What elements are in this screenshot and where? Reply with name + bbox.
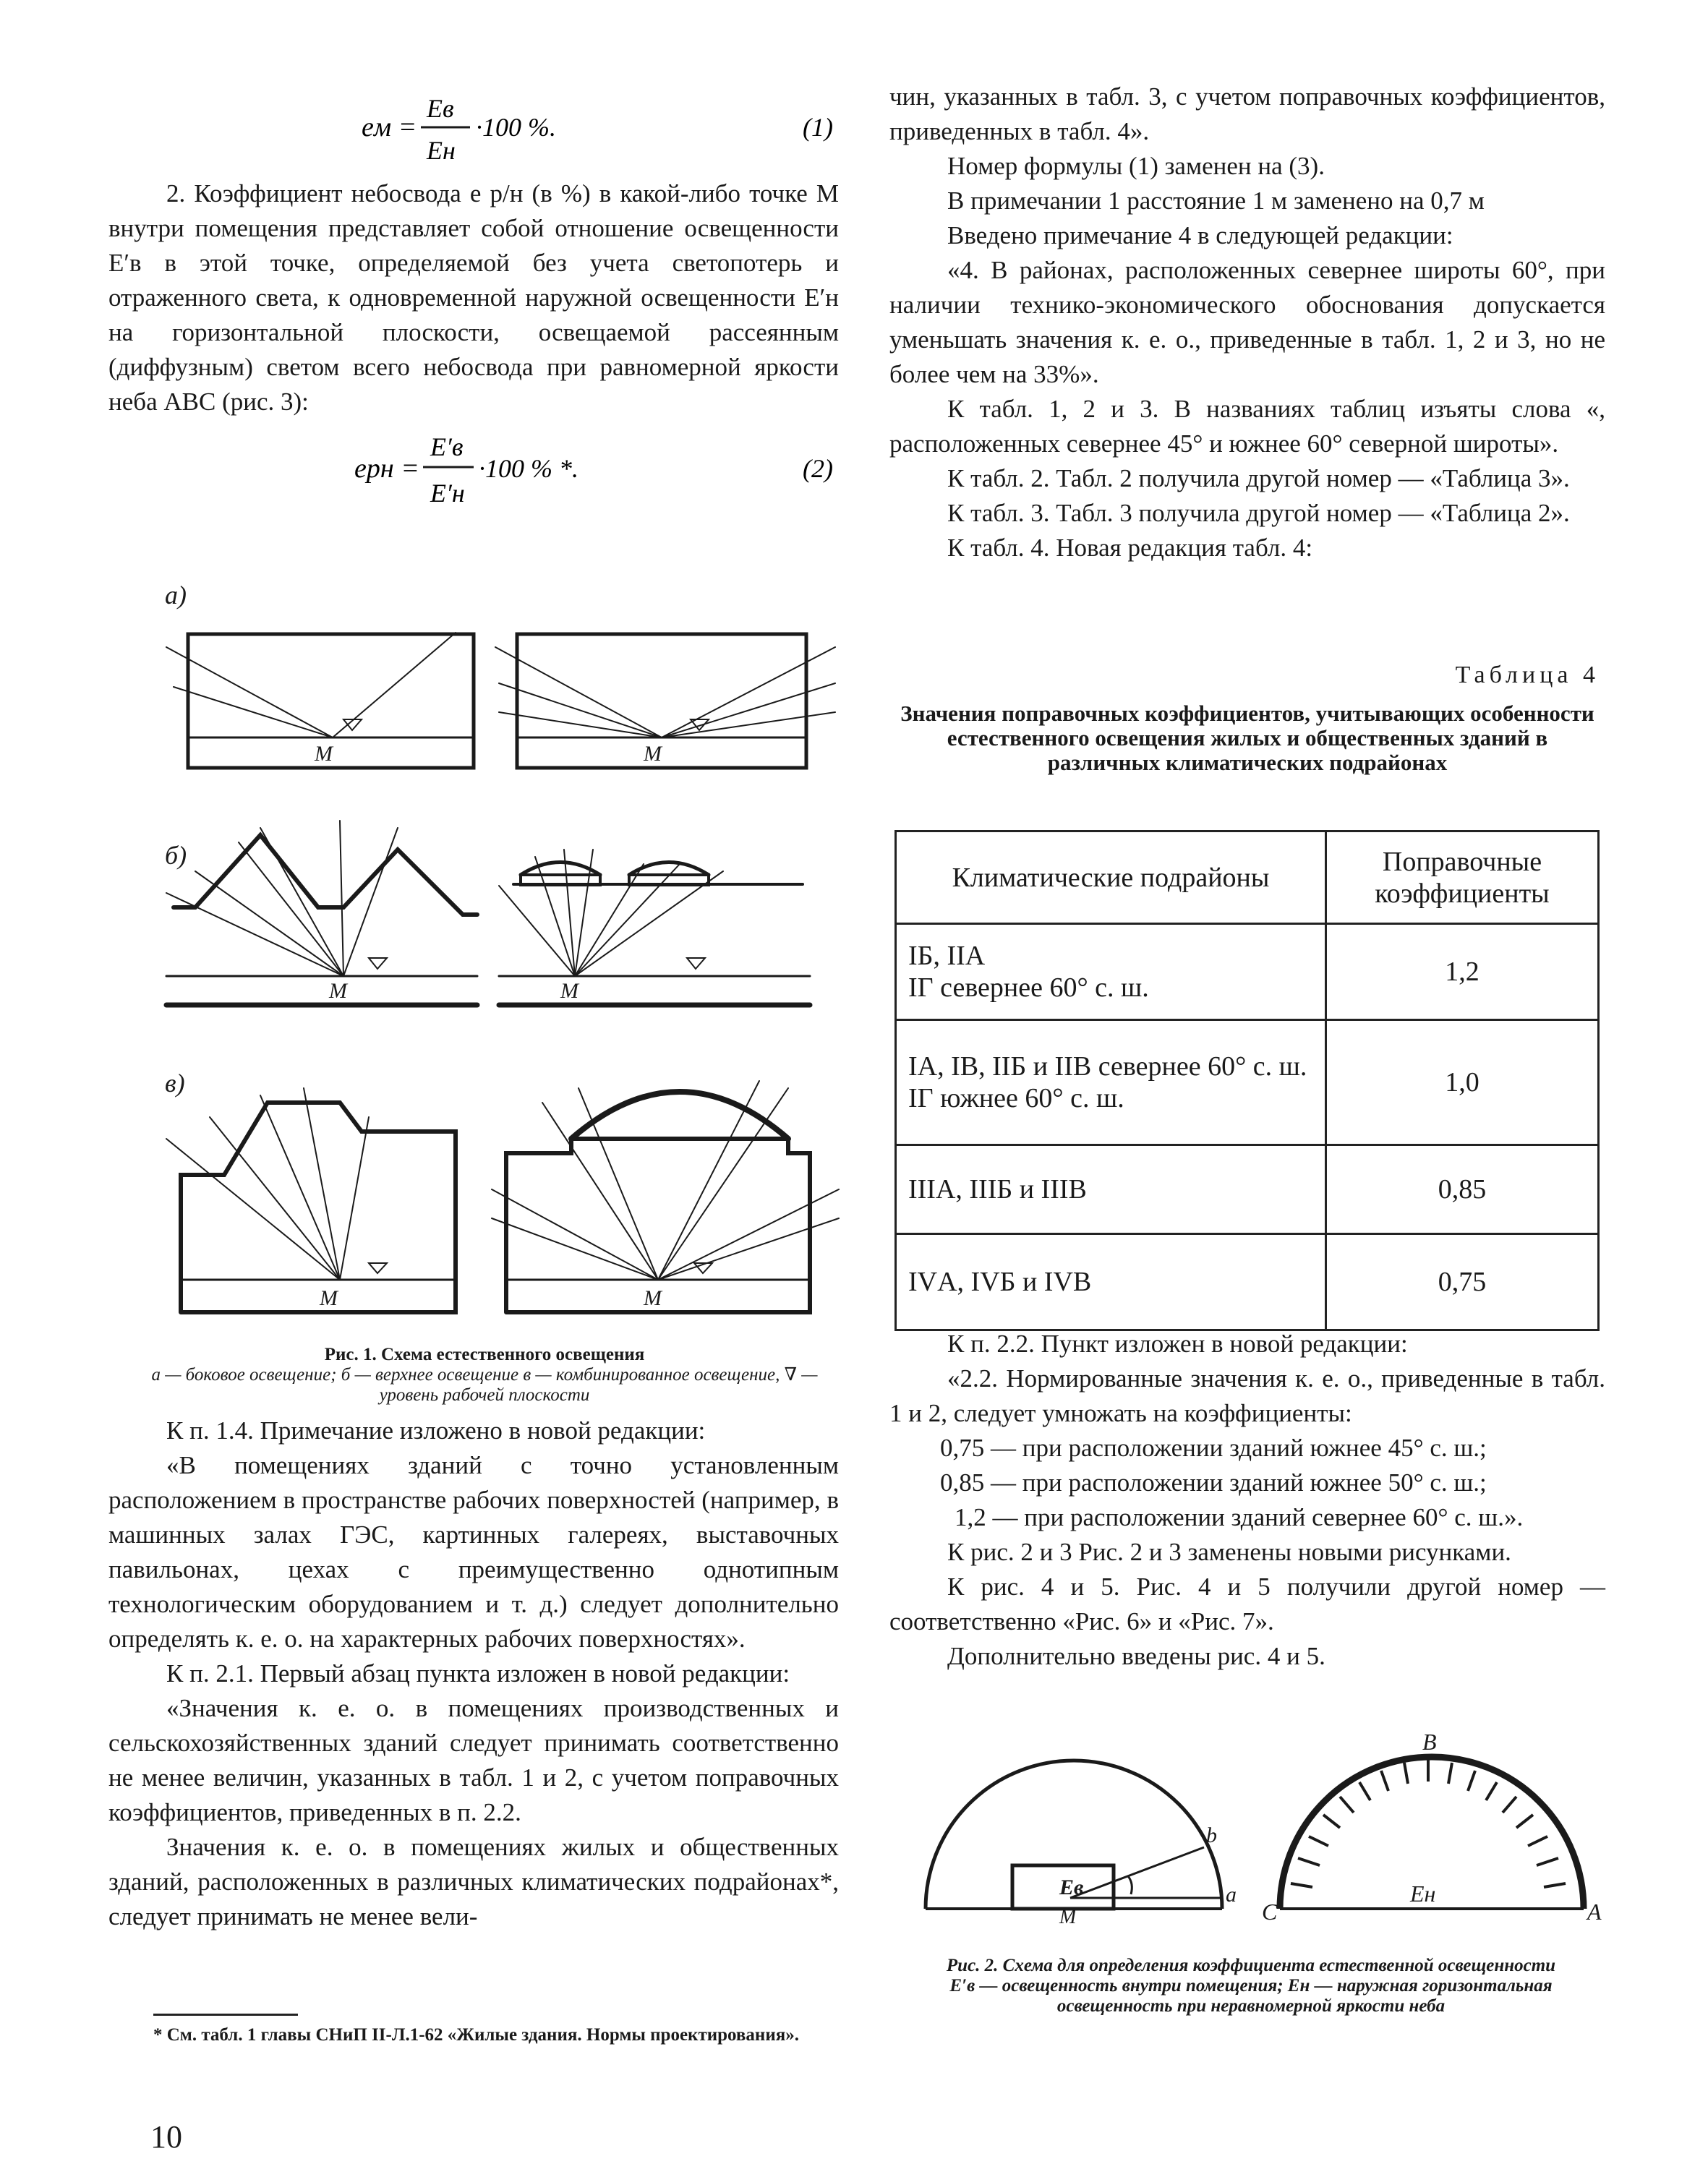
right-paragraph-4: «4. В районах, расположенных севернее широты 60°, при наличии технико-экономического обоснования допускается уменьшать значения к. е. о., приведенные в табл. 1, 2 и 3, но не более чем на 33%». [889, 256, 1605, 388]
figure-2-caption-title: Рис. 2. Схема для определения коэффициента естественной освещенности [946, 1956, 1556, 1975]
formula-1-lhs: eм = [362, 112, 417, 142]
table-cell-coefficient: 1,2 [1326, 924, 1599, 1020]
formula-2-denominator: E′н [430, 479, 465, 508]
footnote-rule [153, 2014, 298, 2016]
fig2-label-B: B [1422, 1729, 1437, 1755]
table-header-coefficient: Поправочные коэффициенты [1326, 831, 1599, 924]
page-number: 10 [150, 2119, 182, 2155]
right-lower-paragraph-1: «2.2. Нормированные значения к. е. о., приведенные в табл. 1 и 2, следует умножать на коэффициенты: [889, 1364, 1605, 1427]
fig1-point-v2: M [644, 1286, 662, 1310]
formula-2-lhs: eрн = [354, 453, 419, 484]
table-row [896, 1145, 1599, 1234]
left-paragraph-2: К п. 2.1. Первый абзац пункта изложен в новой редакции: [166, 1659, 790, 1688]
table-cell-coefficient: 1,0 [1326, 1020, 1599, 1145]
right-paragraph-2: В примечании 1 расстояние 1 м заменено на 0,7 м [947, 187, 1485, 215]
table-cell-coefficient: 0,75 [1326, 1234, 1599, 1330]
right-paragraph-0: чин, указанных в табл. 3, с учетом поправочных коэффициентов, приведенных в табл. 4». [889, 82, 1605, 145]
fig1-label-v: в) [165, 1069, 185, 1098]
formula-1 [108, 87, 839, 166]
left-column [108, 87, 839, 513]
left-paragraph-3: «Значения к. е. о. в помещениях производственных и сельскохозяйственных зданий следует принимать соответственно не менее величин, указанных в табл. 1 и 2, с учетом поправочных коэффициентов, приведенных в п. 2.2. [108, 1694, 839, 1826]
fig2-label-M: M [1059, 1906, 1077, 1928]
right-paragraph-1: Номер формулы (1) заменен на (3). [947, 152, 1325, 180]
right-paragraph-6: К табл. 2. Табл. 2 получила другой номер — «Таблица 3». [947, 464, 1570, 492]
fig2-label-En: Eн [1410, 1881, 1436, 1907]
table-header-region: Климатические подрайоны [896, 831, 1326, 924]
fig2-label-A: A [1587, 1899, 1602, 1925]
table-4-label: Таблица 4 [1455, 662, 1600, 688]
fig1-point-v1: M [320, 1286, 338, 1310]
formula-1-svg [108, 87, 839, 166]
right-lower-paragraph-7: Дополнительно введены рис. 4 и 5. [947, 1642, 1325, 1670]
figure-1-caption-text: а — боковое освещение; б — верхнее освещение в — комбинированное освещение, ∇ — уровень рабочей плоскости [151, 1365, 818, 1405]
figure-1-lighting-schemes [152, 582, 853, 1334]
left-paragraph-1: «В помещениях зданий с точно установленным расположением в пространстве рабочих поверхностей (например, в машинных залах ГЭС, картинных галереях, выставочных павильонах, цехах с преимущественно однотипным технологическим оборудованием и т. д.) следует дополнительно определять к. е. о. на характерных рабочих поверхностях». [108, 1451, 839, 1653]
fig2-label-b: b [1206, 1823, 1217, 1847]
fig2-hatching [1291, 1760, 1566, 1887]
figure-1-caption [123, 1345, 846, 1406]
formula-2-number: (2) [803, 454, 833, 483]
table-cell-region: IА, IВ, IIБ и IIВ севернее 60° с. ш. IГ южнее 60° с. ш. [896, 1020, 1326, 1145]
right-lower-paragraph-3: 0,85 — при расположении зданий южнее 50° с. ш.; [940, 1468, 1487, 1497]
fig1-point-b2: M [560, 979, 578, 1003]
fig2-label-Ev: Eв [1059, 1876, 1084, 1899]
fig1-point-b1: M [329, 979, 347, 1003]
table-cell-region: IБ, IIА IГ севернее 60° с. ш. [896, 924, 1326, 1020]
formula-1-number: (1) [803, 113, 833, 142]
table-row [896, 924, 1599, 1020]
right-paragraph-3: Введено примечание 4 в следующей редакции: [947, 221, 1453, 249]
fig2-label-a: a [1226, 1883, 1237, 1907]
right-paragraph-5: К табл. 1, 2 и 3. В названиях таблиц изъяты слова «, расположенных севернее 45° и южнее 60° северной широты». [889, 395, 1605, 458]
table-header-row [896, 831, 1599, 924]
fig2-label-C: C [1262, 1899, 1278, 1925]
fig1-label-a: a) [165, 581, 187, 610]
right-lower-paragraph-5: К рис. 2 и 3 Рис. 2 и 3 заменены новыми рисунками. [947, 1538, 1511, 1566]
table-4-title: Значения поправочных коэффициентов, учитывающих особенности естественного освещения жилых и общественных зданий в различных климатических подрайонах [900, 701, 1594, 775]
table-cell-region: IVА, IVБ и IVВ [896, 1234, 1326, 1330]
left-paragraph-4: Значения к. е. о. в помещениях жилых и общественных зданий, расположенных в различных климатических подрайонах*, следует принимать не менее вели- [108, 1833, 839, 1930]
formula-1-numerator: Eв [427, 94, 454, 123]
fig1-point-a2: M [644, 742, 662, 766]
formula-2-svg [108, 427, 839, 513]
right-lower-paragraph-6: К рис. 4 и 5. Рис. 4 и 5 получили другой номер — соответственно «Рис. 6» и «Рис. 7». [889, 1573, 1605, 1635]
table-row [896, 1020, 1599, 1145]
formula-1-denominator: Eн [427, 136, 456, 165]
right-paragraph-7: К табл. 3. Табл. 3 получила другой номер — «Таблица 2». [947, 499, 1570, 527]
formula-2-tail: ·100 % *. [479, 454, 578, 483]
fig1-label-b: б) [165, 841, 187, 870]
formula-1-tail: ·100 %. [476, 113, 556, 142]
right-lower-paragraph-0: К п. 2.2. Пункт изложен в новой редакции: [947, 1330, 1408, 1358]
figure-1-caption-title: Рис. 1. Схема естественного освещения [324, 1345, 645, 1364]
figure-2-diagram [918, 1721, 1602, 1938]
formula-2-numerator: E′в [430, 432, 464, 461]
right-paragraph-8: К табл. 4. Новая редакция табл. 4: [947, 534, 1313, 562]
table-row [896, 1234, 1599, 1330]
fig1-point-a1: M [315, 742, 333, 766]
right-lower-paragraph-2: 0,75 — при расположении зданий южнее 45° с. ш.; [940, 1434, 1487, 1462]
table-cell-coefficient: 0,85 [1326, 1145, 1599, 1234]
paragraph-sky-coefficient: 2. Коэффициент небосвода e р/н (в %) в какой-либо точке M внутри помещения представляет собой отношение освещенности E′в в этой точке, определяемой без учета светопотерь и отраженного света, к одновременной наружной освещенности E′н на горизонтальной плоскости, освещаемой рассеянным (диффузным) светом всего небосвода при равномерной яркости неба ABC (рис. 3): [108, 179, 839, 416]
left-paragraph-0: К п. 1.4. Примечание изложено в новой редакции: [166, 1416, 706, 1445]
footnote: * См. табл. 1 главы СНиП II-Л.1-62 «Жилые здания. Нормы проектирования». [153, 2025, 800, 2045]
right-lower-paragraph-4: 1,2 — при расположении зданий севернее 60° с. ш.». [955, 1503, 1524, 1531]
figure-2-caption-text: E′в — освещенность внутри помещения; Eн — наружная горизонтальная освещенность при неравномерной яркости неба [949, 1976, 1553, 2016]
formula-2 [108, 427, 839, 513]
right-column-top [889, 80, 1605, 565]
right-column-bottom [889, 1327, 1605, 1674]
figure-2-caption [897, 1956, 1605, 2016]
table-4 [894, 830, 1600, 1331]
left-column-lower [108, 1413, 839, 1934]
table-cell-region: IIIА, IIIБ и IIIВ [896, 1145, 1326, 1234]
